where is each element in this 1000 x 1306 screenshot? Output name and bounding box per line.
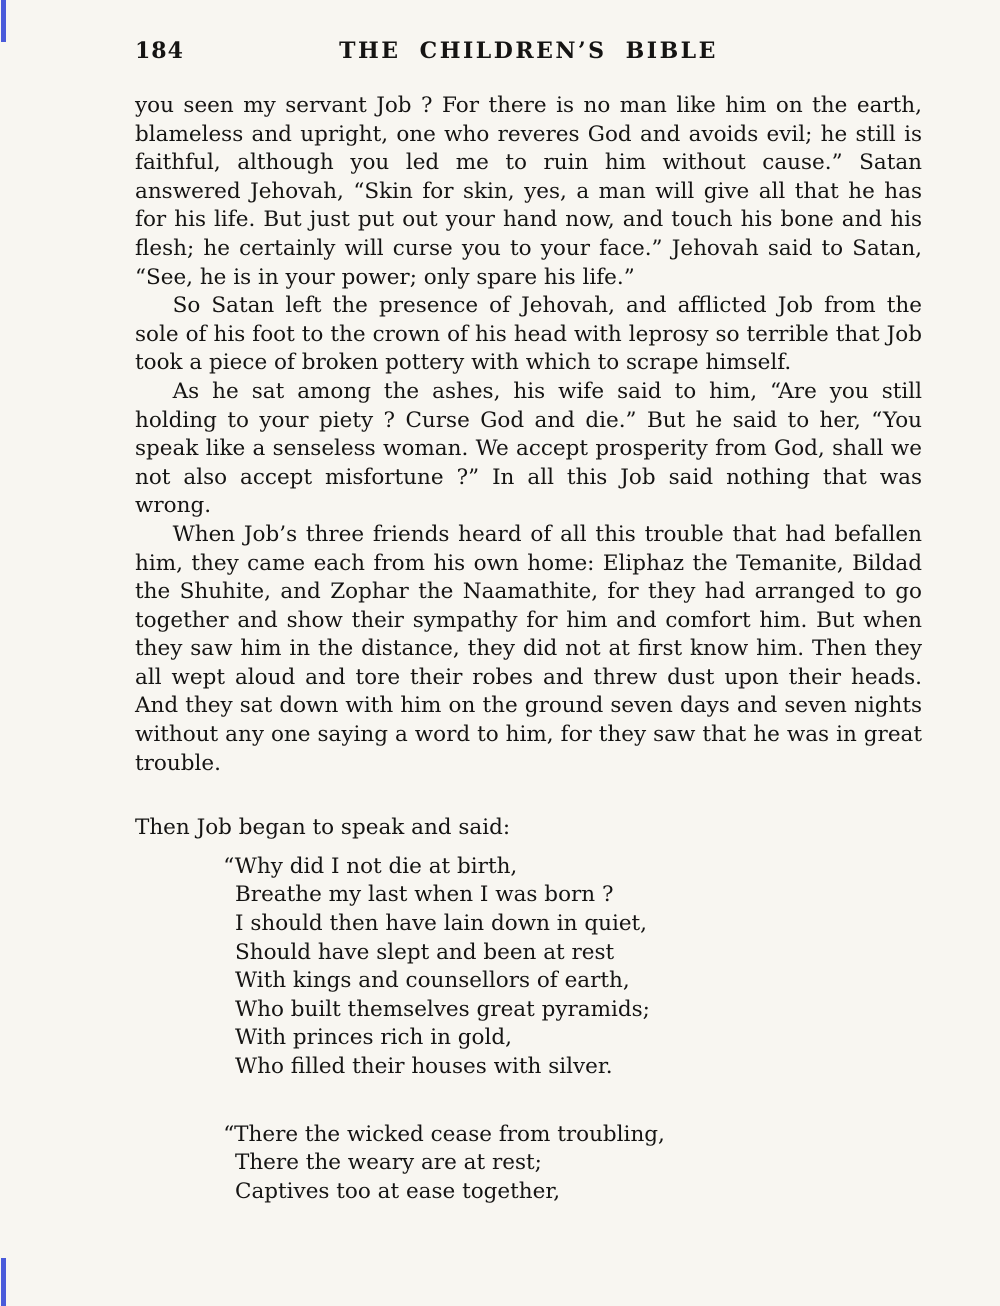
verse-line: With princes rich in gold,	[235, 1025, 512, 1051]
verse-line: Captives too at ease together,	[235, 1178, 561, 1204]
paragraph: you seen my servant Job ? For there is no man like him on the earth, blameless and upright, one who reveres God and avoids evil; he still is faithful, although you led me to ruin him without cause.” Satan answered Jehovah, “Skin for skin, yes, a man will give all that he has for his life. But just put out your hand now, and touch his bone and his flesh; he certainly will curse you to your face.” Jehovah said to Satan, “See, he is in your power; only spare his life.”	[135, 93, 922, 290]
verse-line: Should have slept and been at rest	[235, 939, 615, 965]
verse-line: “There the wicked cease from troubling,	[223, 1121, 665, 1147]
paragraph: As he sat among the ashes, his wife said to him, “Are you still holding to your piety ? Curse God and die.” But he said to her, “You speak like a senseless woman. We accept prosperity from God, shall we not also accept misfortune ?” In all this Job said nothing that was wrong.	[135, 378, 922, 519]
verse-stanza	[223, 1121, 922, 1207]
scan-artifact-top	[1, 0, 6, 42]
page-number: 184	[135, 38, 184, 64]
page-body	[135, 92, 922, 1206]
verse-line: Who built themselves great pyramids;	[235, 996, 650, 1022]
page-header	[135, 38, 922, 68]
verse-line: There the weary are at rest;	[235, 1150, 542, 1176]
verse-line: “Why did I not die at birth,	[223, 853, 518, 879]
running-title: THE CHILDREN’S BIBLE	[339, 38, 718, 64]
verse-stanza	[223, 853, 922, 1082]
speaker-line: Then Job began to speak and said:	[135, 815, 511, 841]
scan-artifact-bottom	[1, 1258, 6, 1306]
paragraph: So Satan left the presence of Jehovah, and afflicted Job from the sole of his foot to the crown of his head with leprosy so terrible that Job took a piece of broken pottery with which to scrape himself.	[135, 293, 922, 376]
verse-line: With kings and counsellors of earth,	[235, 968, 630, 994]
verse-line: Breathe my last when I was born ?	[235, 882, 614, 908]
verse-line: I should then have lain down in quiet,	[235, 911, 648, 937]
paragraph: When Job’s three friends heard of all this trouble that had befallen him, they came each from his own home: Eliphaz the Temanite, Bildad the Shuhite, and Zophar the Naamathite, for they had arranged to go together and show their sympathy for him and comfort him. But when they saw him in the distance, they did not at first know him. Then they all wept aloud and tore their robes and threw dust upon their heads. And they sat down with him on the ground seven days and seven nights without any one saying a word to him, for they saw that he was in great trouble.	[135, 521, 922, 776]
verse-line: Who filled their houses with silver.	[235, 1054, 613, 1079]
